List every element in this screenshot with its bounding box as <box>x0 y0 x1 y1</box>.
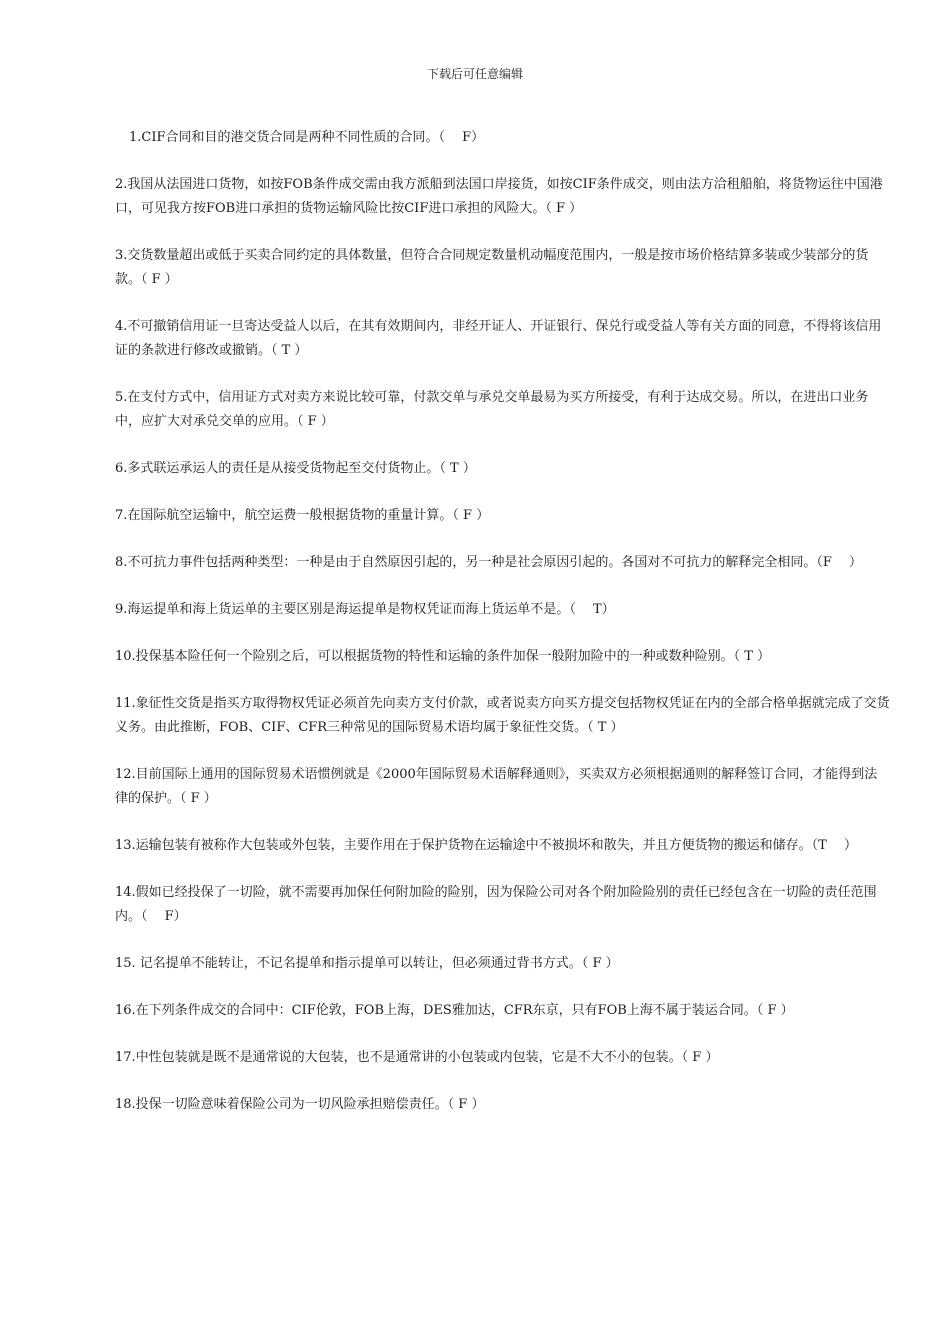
question-item: 13.运输包装有被称作大包装或外包装，主要作用在于保护货物在运输途中不被损坏和散失，并且方便货物的搬运和储存。（T ） <box>115 838 857 853</box>
question-item: 14.假如已经投保了一切险，就不需要再加保任何附加险的险别，因为保险公司对各个附加险险别的责任已经包含在一切险的责任范围内。（ F） <box>115 885 877 924</box>
question-list <box>115 126 890 1140</box>
page-header: 下载后可任意编辑 <box>426 67 523 81</box>
question-item: 18.投保一切险意味着保险公司为一切风险承担赔偿责任。（ F ） <box>115 1097 485 1112</box>
question-item: 7.在国际航空运输中，航空运费一般根据货物的重量计算。（ F ） <box>115 508 490 523</box>
question-item: 3.交货数量超出或低于买卖合同约定的具体数量，但符合合同规定数量机动幅度范围内，一般是按市场价格结算多装或少装部分的货款。（ F ） <box>115 248 869 287</box>
question-item: 9.海运提单和海上货运单的主要区别是海运提单是物权凭证而海上货运单不是。（ T） <box>115 602 615 617</box>
question-item: 10.投保基本险任何一个险别之后，可以根据货物的特性和运输的条件加保一般附加险中的一种或数种险别。（ T ） <box>115 649 771 664</box>
question-item: 5.在支付方式中，信用证方式对卖方来说比较可靠，付款交单与承兑交单最易为买方所接受，有利于达成交易。所以，在进出口业务中，应扩大对承兑交单的应用。（ F ） <box>115 390 869 429</box>
question-item: 8.不可抗力事件包括两种类型：一种是由于自然原因引起的，另一种是社会原因引起的。各国对不可抗力的解释完全相同。（F ） <box>115 555 863 570</box>
question-item: 1.CIF合同和目的港交货合同是两种不同性质的合同。（ F） <box>129 130 485 145</box>
question-item: 17.中性包装就是既不是通常说的大包装，也不是通常讲的小包装或内包装，它是不大不小的包装。（ F ） <box>115 1050 719 1065</box>
question-item: 16.在下列条件成交的合同中：CIF伦敦，FOB上海，DES雅加达，CFR东京，只有FOB上海不属于装运合同。（ F ） <box>115 1003 794 1018</box>
question-item: 4.不可撤销信用证一旦寄达受益人以后，在其有效期间内，非经开证人、开证银行、保兑行或受益人等有关方面的同意，不得将该信用证的条款进行修改或撤销。（ T ） <box>115 319 882 358</box>
question-item: 12.目前国际上通用的国际贸易术语惯例就是《2000年国际贸易术语解释通则》，买卖双方必须根据通则的解释签订合同，才能得到法律的保护。（ F ） <box>115 767 878 806</box>
question-item: 2.我国从法国进口货物，如按FOB条件成交需由我方派船到法国口岸接货，如按CIF条件成交，则由法方洽租船舶，将货物运往中国港口，可见我方按FOB进口承担的货物运输风险比按CIF进口承担的风险大。（ F ） <box>115 177 883 216</box>
question-item: 6.多式联运承运人的责任是从接受货物起至交付货物止。（ T ） <box>115 461 476 476</box>
question-item: 15. 记名提单不能转让，不记名提单和指示提单可以转让，但必须通过背书方式。（ F ） <box>115 956 619 971</box>
question-item: 11.象征性交货是指买方取得物权凭证必须首先向卖方支付价款，或者说卖方向买方提交包括物权凭证在内的全部合格单据就完成了交货义务。由此推断，FOB、CIF、CFR三种常见的国际贸易术语均属于象征性交货。（ T ） <box>115 696 890 735</box>
